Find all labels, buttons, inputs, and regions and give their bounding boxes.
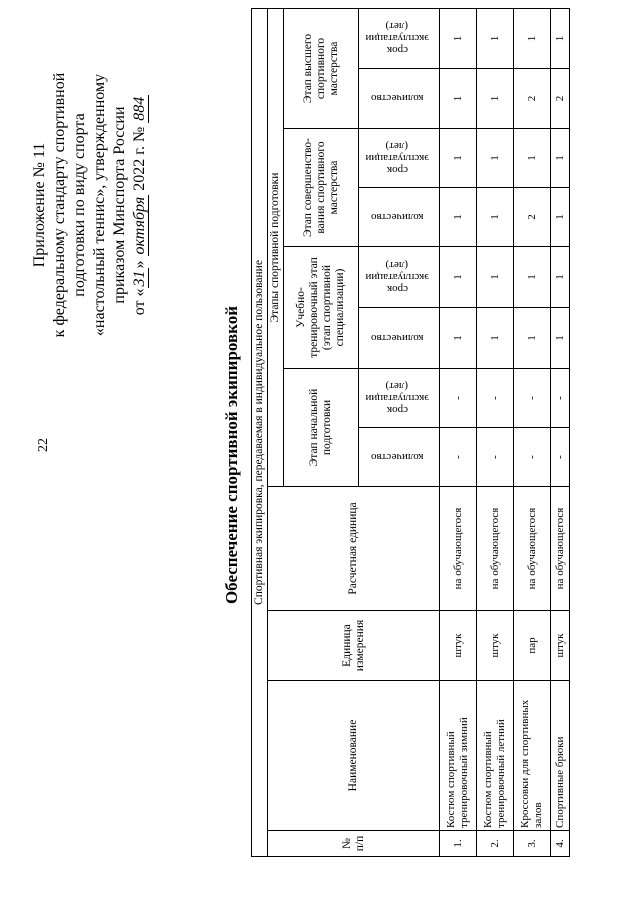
cell-value: 1 xyxy=(440,69,477,129)
cell-value: 1 xyxy=(477,247,514,308)
row-name: Костюм спортивный тренировочный летний xyxy=(477,681,514,831)
cell-value: 1 xyxy=(440,188,477,247)
row-unit: штук xyxy=(551,611,570,681)
col-header-unit: Единица измерения xyxy=(268,611,440,681)
cell-value: 1 xyxy=(440,247,477,308)
order-number: 884 xyxy=(131,96,148,121)
cell-value: 2 xyxy=(551,69,570,129)
row-number: 4. xyxy=(551,831,570,857)
cell-value: 1 xyxy=(514,247,551,308)
sub-header-qty: количество xyxy=(359,69,440,129)
annex-line-5: приказом Минспорта России xyxy=(111,106,128,304)
cell-value: 1 xyxy=(514,129,551,188)
stages-header-row xyxy=(268,8,284,856)
cell-value: 1 xyxy=(551,129,570,188)
sub-header-qty: количество xyxy=(359,428,440,487)
row-unit: штук xyxy=(477,611,514,681)
stage-training: Учебно-тренировочный этап (этап спортивной специализации) xyxy=(284,247,359,369)
page-number: 22 xyxy=(36,438,51,452)
col-header-calc: Расчетная единица xyxy=(268,487,440,611)
stage-higher: Этап высшего спортивного мастерства xyxy=(284,8,359,128)
cell-value: 1 xyxy=(477,188,514,247)
cell-value: 1 xyxy=(551,308,570,369)
row-name: Кроссовки для спортивных залов xyxy=(514,681,551,831)
cell-value: 1 xyxy=(477,69,514,129)
cell-value: - xyxy=(477,428,514,487)
annex-date-line xyxy=(130,25,150,385)
cell-value: 1 xyxy=(551,8,570,68)
cell-value: - xyxy=(477,369,514,428)
annex-line-2: к федеральному стандарту спортивной xyxy=(51,72,68,338)
cell-value: 2 xyxy=(514,188,551,247)
date-mid-1: » xyxy=(131,260,148,269)
row-calc: на обучающегося xyxy=(514,487,551,611)
cell-value: 1 xyxy=(440,308,477,369)
row-calc: на обучающегося xyxy=(440,487,477,611)
cell-value: - xyxy=(551,428,570,487)
sub-header-qty: количество xyxy=(359,188,440,247)
cell-value: 1 xyxy=(440,129,477,188)
table-row xyxy=(514,8,551,856)
sub-header-term: срок эксплуатации (лет) xyxy=(359,129,440,188)
row-unit: штук xyxy=(440,611,477,681)
row-unit: пар xyxy=(514,611,551,681)
cell-value: 1 xyxy=(440,8,477,68)
cell-value: - xyxy=(440,369,477,428)
row-calc: на обучающегося xyxy=(551,487,570,611)
equipment-table xyxy=(251,8,570,857)
sub-header-term: срок эксплуатации (лет) xyxy=(359,247,440,308)
col-header-no: № п/п xyxy=(268,831,440,857)
document-title: Обеспечение спортивной экипировкой xyxy=(222,305,241,605)
sub-header-qty: количество xyxy=(359,308,440,369)
annex-line-3: подготовки по виду спорта xyxy=(71,113,88,297)
annex-header xyxy=(30,25,150,385)
cell-value: 1 xyxy=(477,308,514,369)
cell-value: 1 xyxy=(551,247,570,308)
cell-value: - xyxy=(514,369,551,428)
cell-value: - xyxy=(551,369,570,428)
date-prefix: от « xyxy=(131,288,148,316)
table-caption: Спортивная экипировка, передаваемая в индивидуальное пользование xyxy=(252,8,268,856)
table-row xyxy=(477,8,514,856)
annex-line-4: «настольный теннис», утвержденному xyxy=(91,73,108,337)
table-row xyxy=(440,8,477,856)
cell-value: - xyxy=(440,428,477,487)
cell-value: 1 xyxy=(477,129,514,188)
date-mid-2: 2022 г. № xyxy=(131,126,148,191)
row-number: 2. xyxy=(477,831,514,857)
sub-header-term: срок эксплуатации (лет) xyxy=(359,8,440,68)
cell-value: 2 xyxy=(514,69,551,129)
date-day: 31 xyxy=(131,270,148,287)
row-number: 1. xyxy=(440,831,477,857)
annex-title: Приложение № 11 xyxy=(31,142,48,268)
row-name: Спортивные брюки xyxy=(551,681,570,831)
table-caption-row xyxy=(252,8,268,856)
cell-value: 1 xyxy=(514,308,551,369)
table-row xyxy=(551,8,570,856)
stage-improvement: Этап совершенство-вания спортивного мастерства xyxy=(284,129,359,247)
date-month: октября xyxy=(131,196,148,255)
stage-initial: Этап начальной подготовки xyxy=(284,369,359,487)
cell-value: 1 xyxy=(477,8,514,68)
row-number: 3. xyxy=(514,831,551,857)
cell-value: 1 xyxy=(514,8,551,68)
sub-header-term: срок эксплуатации (лет) xyxy=(359,369,440,428)
row-name: Костюм спортивный тренировочный зимний xyxy=(440,681,477,831)
cell-value: 1 xyxy=(551,188,570,247)
row-calc: на обучающегося xyxy=(477,487,514,611)
col-header-name: Наименование xyxy=(268,681,440,831)
stages-header: Этапы спортивной подготовки xyxy=(268,8,284,486)
cell-value: - xyxy=(514,428,551,487)
